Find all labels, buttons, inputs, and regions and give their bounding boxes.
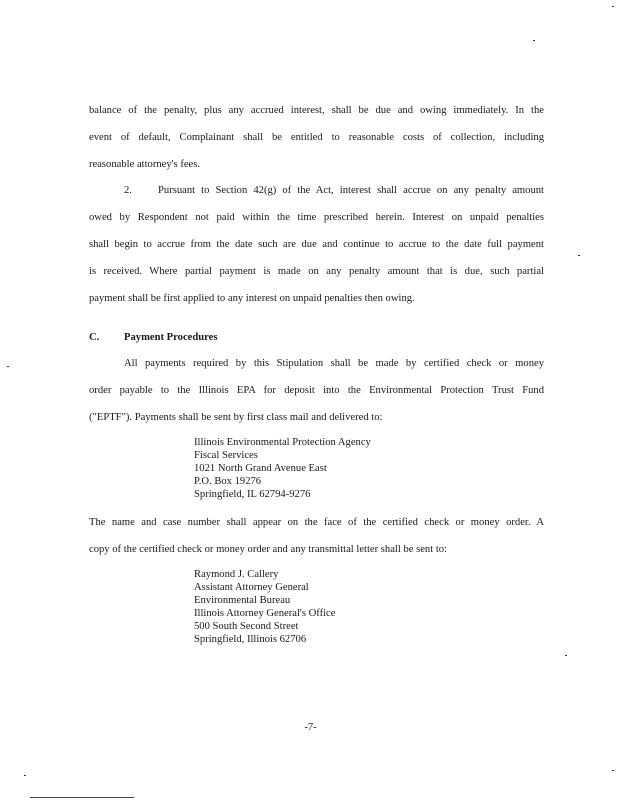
payment-line-2: order payable to the Illinois EPA for deposit into the Environmental Protection Trust Fund bbox=[89, 385, 544, 396]
item-2-first-line: Pursuant to Section 42(g) of the Act, interest shall accrue on any penalty amount bbox=[158, 185, 544, 196]
bottom-rule bbox=[30, 797, 134, 798]
address-ag-line: Environmental Bureau bbox=[194, 595, 291, 606]
address-ag-line: Springfield, Illinois 62706 bbox=[194, 634, 307, 645]
default-paragraph-line-3: reasonable attorney's fees. bbox=[89, 159, 201, 170]
item-2-line-2: owed by Respondent not paid within the time prescribed herein. Interest on unpaid penalties bbox=[89, 212, 544, 223]
section-letter: C. bbox=[89, 332, 100, 343]
payment-first-line: All payments required by this Stipulation shall be made by certified check or money bbox=[124, 358, 544, 369]
item-2-line-5: payment shall be first applied to any interest on unpaid penalties then owing. bbox=[89, 293, 415, 304]
address-ag-line: 500 South Second Street bbox=[194, 621, 299, 632]
address-epa-line: Fiscal Services bbox=[194, 450, 258, 461]
scan-speck bbox=[565, 655, 567, 656]
default-paragraph-line-1: balance of the penalty, plus any accrued interest, shall be due and owing immediately. In the bbox=[89, 105, 544, 116]
scan-speck bbox=[533, 40, 535, 41]
section-title: Payment Procedures bbox=[124, 332, 218, 343]
address-epa-line: Springfield, IL 62794-9276 bbox=[194, 489, 311, 500]
item-2-number: 2. bbox=[124, 185, 132, 196]
default-paragraph-line-2: event of default, Complainant shall be entitled to reasonable costs of collection, including bbox=[89, 132, 544, 143]
address-epa-line: Illinois Environmental Protection Agency bbox=[194, 437, 371, 448]
address-ag-line: Illinois Attorney General's Office bbox=[194, 608, 336, 619]
address-epa-line: P.O. Box 19276 bbox=[194, 476, 262, 487]
name-case-line-2: copy of the certified check or money order and any transmittal letter shall be sent to: bbox=[89, 544, 447, 555]
scan-speck bbox=[612, 6, 614, 7]
address-ag-line: Raymond J. Callery bbox=[194, 569, 279, 580]
item-2-line-3: shall begin to accrue from the date such are due and continue to accrue to the date full payment bbox=[89, 239, 544, 250]
scan-speck bbox=[24, 775, 26, 776]
name-case-line-1: The name and case number shall appear on the face of the certified check or money order. A bbox=[89, 517, 544, 528]
address-ag-line: Assistant Attorney General bbox=[194, 582, 309, 593]
item-2-line-4: is received. Where partial payment is made on any penalty amount that is due, such partial bbox=[89, 266, 544, 277]
scan-speck bbox=[578, 255, 580, 256]
address-epa-line: 1021 North Grand Avenue East bbox=[194, 463, 327, 474]
page-number: -7- bbox=[304, 722, 317, 733]
scan-speck bbox=[612, 770, 614, 771]
payment-line-3: ("EPTF"). Payments shall be sent by first class mail and delivered to: bbox=[89, 412, 383, 423]
scan-speck bbox=[7, 366, 9, 367]
